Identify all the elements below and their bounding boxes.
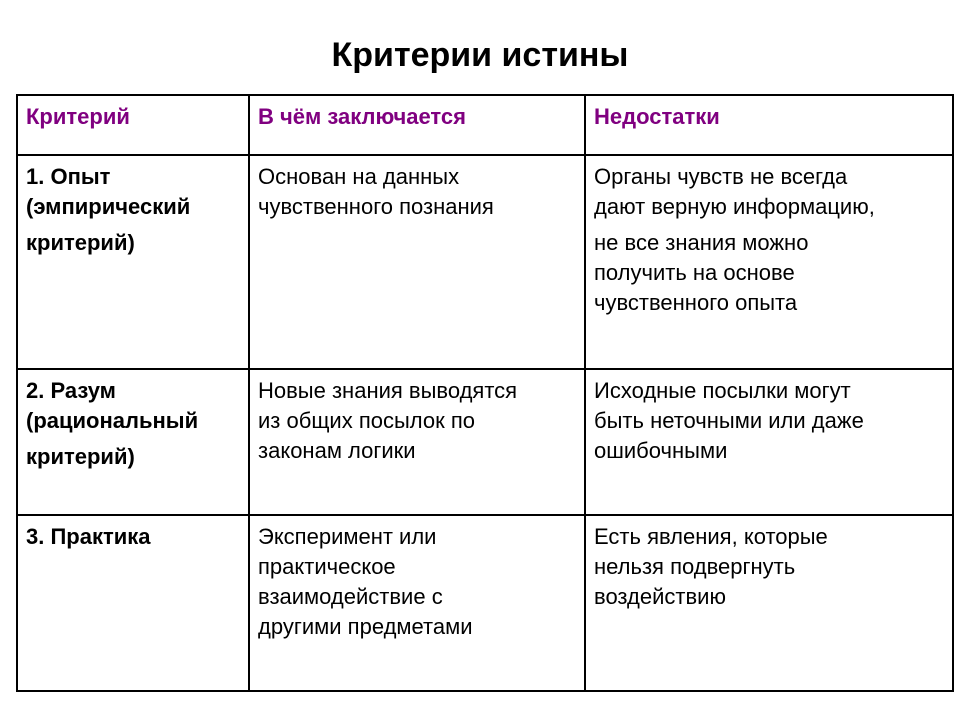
criterion-line: (рациональный <box>26 408 199 433</box>
drawbacks-line: дают верную информацию, <box>594 194 875 219</box>
essence-line: чувственного познания <box>258 194 494 219</box>
essence-line: законам логики <box>258 438 416 463</box>
drawbacks-cell <box>585 369 953 515</box>
essence-line: Основан на данных <box>258 164 460 189</box>
essence-line: из общих посылок по <box>258 408 475 433</box>
essence-line: другими предметами <box>258 614 473 639</box>
essence-line: взаимодействие с <box>258 584 443 609</box>
drawbacks-line: чувственного опыта <box>594 290 798 315</box>
criterion-cell <box>17 369 249 515</box>
essence-cell <box>249 515 585 691</box>
criteria-table <box>16 94 954 692</box>
header-essence: В чём заключается <box>249 95 585 155</box>
drawbacks-line: нельзя подвергнуть <box>594 554 796 579</box>
drawbacks-line: Есть явления, которые <box>594 524 828 549</box>
table-row <box>17 515 953 691</box>
essence-cell <box>249 155 585 369</box>
essence-line: Эксперимент или <box>258 524 437 549</box>
drawbacks-line: быть неточными или даже <box>594 408 864 433</box>
drawbacks-line: получить на основе <box>594 260 795 285</box>
drawbacks-line: ошибочными <box>594 438 728 463</box>
criterion-line: критерий) <box>26 444 135 469</box>
table-header-row <box>17 95 953 155</box>
drawbacks-cell <box>585 155 953 369</box>
drawbacks-line: не все знания можно <box>594 230 809 255</box>
table-row <box>17 155 953 369</box>
drawbacks-line: воздействию <box>594 584 726 609</box>
page-title: Критерии истины <box>331 36 629 74</box>
drawbacks-line: Органы чувств не всегда <box>594 164 848 189</box>
criterion-line: 3. Практика <box>26 524 151 549</box>
criterion-cell <box>17 155 249 369</box>
criterion-line: 1. Опыт <box>26 164 111 189</box>
essence-line: Новые знания выводятся <box>258 378 518 403</box>
criterion-line: критерий) <box>26 230 135 255</box>
header-criterion: Критерий <box>17 95 249 155</box>
table-row <box>17 369 953 515</box>
header-drawbacks: Недостатки <box>585 95 953 155</box>
essence-line: практическое <box>258 554 396 579</box>
criterion-line: 2. Разум <box>26 378 116 403</box>
drawbacks-line: Исходные посылки могут <box>594 378 851 403</box>
criterion-line: (эмпирический <box>26 194 191 219</box>
criterion-cell <box>17 515 249 691</box>
drawbacks-cell <box>585 515 953 691</box>
essence-cell <box>249 369 585 515</box>
